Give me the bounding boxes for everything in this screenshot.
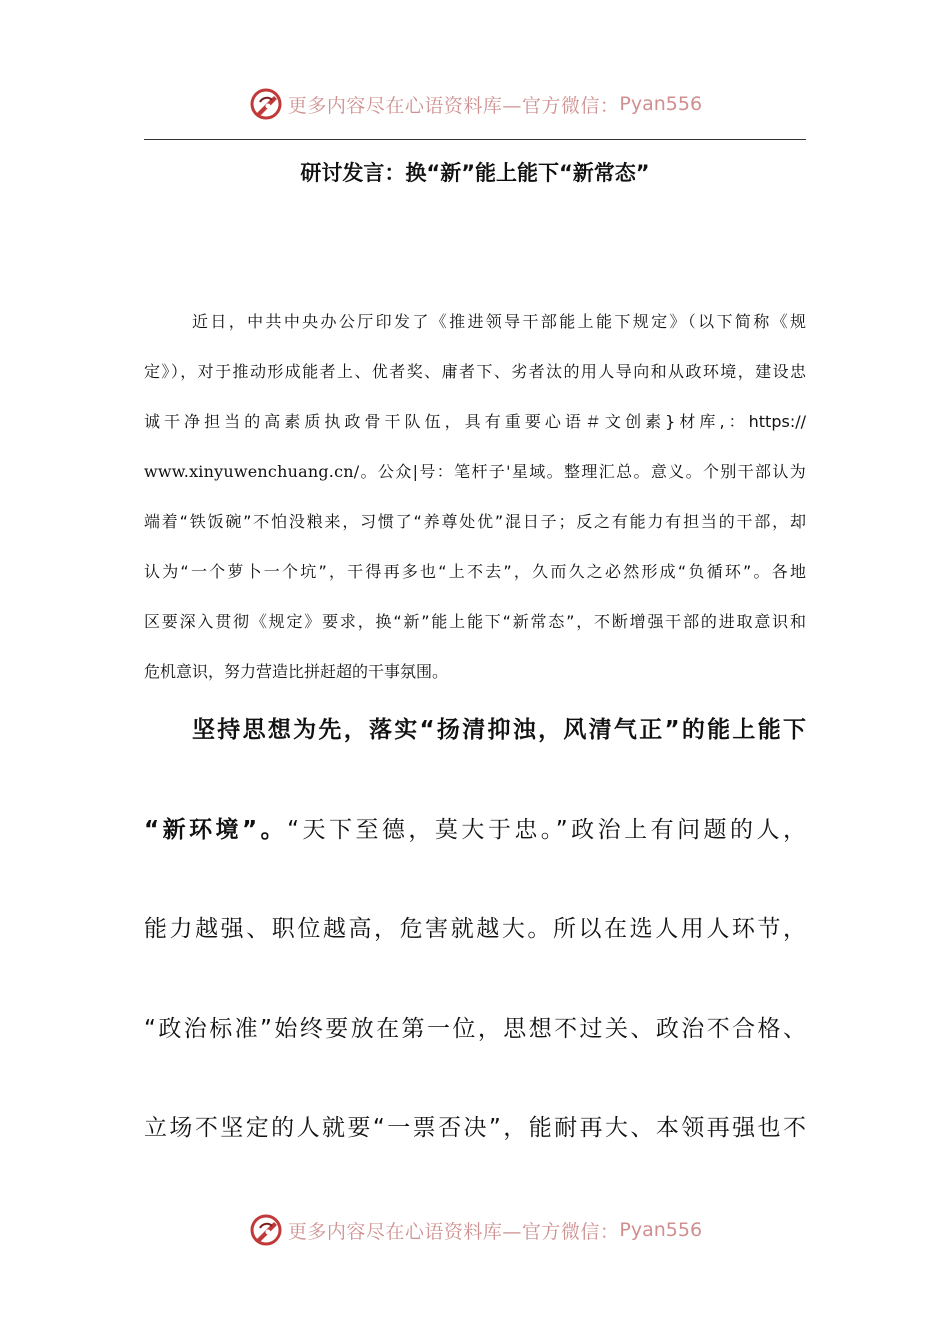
header-divider <box>144 139 806 140</box>
intro-line: 近日，中共中央办公厅印发了《推进领导干部能上能下规定》（以下简称《规 <box>192 312 806 331</box>
watermark-wechat-id: Pyan556 <box>619 93 703 115</box>
watermark-wechat-id: Pyan556 <box>619 1219 703 1241</box>
section-heading-end: “新环境”。 <box>144 816 288 843</box>
watermark-text: 更多内容尽在心语资料库—官方微信： <box>287 1220 620 1243</box>
intro-line: 区要深入贯彻《规定》要求，换“新”能上能下“新常态”，不断增强干部的进取意识和 <box>144 612 806 631</box>
section-line <box>144 800 806 900</box>
footer-watermark <box>0 1210 950 1250</box>
pen-seal-icon <box>248 86 284 122</box>
pen-seal-icon <box>248 1212 284 1248</box>
intro-line: 认为“一个萝卜一个坑”，干得再多也“上不去”，久而久之必然形成“负循环”。各地 <box>144 562 806 581</box>
section-line: 立场不坚定的人就要“一票否决”，能耐再大、本领再强也不 <box>144 1115 806 1141</box>
section-heading: 坚持思想为先，落实“扬清抑浊，风清气正”的能上能下 <box>192 717 806 743</box>
header-watermark <box>0 84 950 124</box>
document-title: 研讨发言：换“新”能上能下“新常态” <box>300 161 650 185</box>
section-quote: “天下至德，莫大于忠。”政治上有问题的人， <box>287 816 806 843</box>
intro-line: 定》），对于推动形成能者上、优者奖、庸者下、劣者汰的用人导向和从政环境，建设忠 <box>144 362 806 381</box>
section-paragraph <box>144 700 806 1198</box>
intro-line: 端着“铁饭碗”不怕没粮来，习惯了“养尊处优”混日子；反之有能力有担当的干部，却 <box>144 512 806 531</box>
section-line: “政治标准”始终要放在第一位，思想不过关、政治不合格、 <box>144 1015 806 1042</box>
intro-line: 诚干净担当的高素质执政骨干队伍，具有重要心语＃文创素}材库,：https:// <box>144 412 806 431</box>
watermark-text: 更多内容尽在心语资料库—官方微信： <box>287 94 620 117</box>
intro-line: www.xinyuwenchuang.cn/。公众|号：笔杆子'星域。整理汇总。意义。个别干部认为 <box>144 462 806 481</box>
intro-line: 危机意识，努力营造比拼赶超的干事氛围。 <box>144 662 449 681</box>
intro-paragraph <box>144 300 806 700</box>
section-line: 能力越强、职位越高，危害就越大。所以在选人用人环节， <box>144 916 806 942</box>
